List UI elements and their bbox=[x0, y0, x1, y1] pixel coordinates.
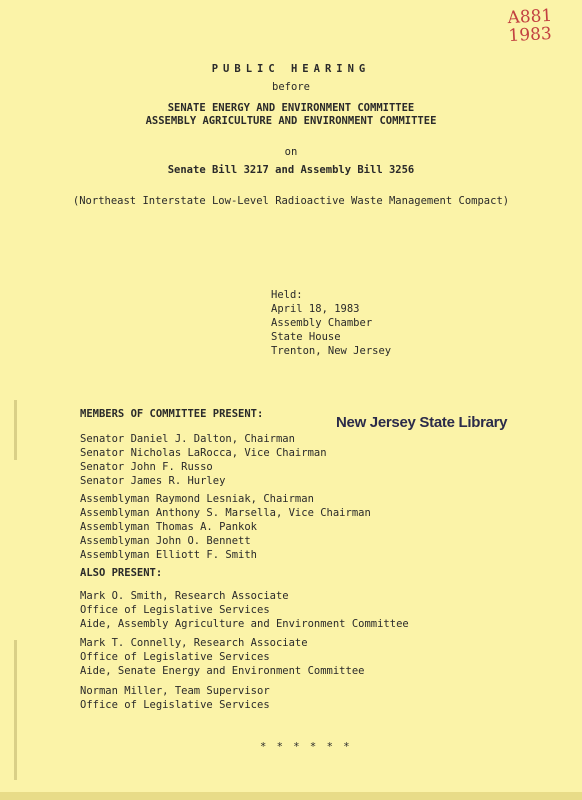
aide-group-3 bbox=[80, 684, 270, 712]
subject-line: (Northeast Interstate Low-Level Radioactive Waste Management Compact) bbox=[72, 195, 510, 207]
bills-line: Senate Bill 3217 and Assembly Bill 3256 bbox=[167, 164, 415, 176]
held-label: Held: bbox=[271, 289, 303, 301]
aide-group-1 bbox=[80, 589, 409, 631]
held-city: Trenton, New Jersey bbox=[271, 345, 392, 357]
committee-assembly: ASSEMBLY AGRICULTURE AND ENVIRONMENT COMMITTEE bbox=[145, 115, 437, 127]
also-present-heading: ALSO PRESENT: bbox=[80, 567, 163, 579]
assemblyman-item: Assemblyman Elliott F. Smith bbox=[80, 549, 258, 561]
aide-line: Mark T. Connelly, Research Associate bbox=[80, 637, 308, 649]
assemblyman-item: Assemblyman Raymond Lesniak, Chairman bbox=[80, 493, 314, 505]
aide-line: Aide, Senate Energy and Environment Committee bbox=[80, 665, 365, 677]
annotation-line-2: 1983 bbox=[507, 23, 553, 47]
held-date: April 18, 1983 bbox=[271, 303, 360, 315]
aide-line: Office of Legislative Services bbox=[80, 604, 270, 616]
senator-item: Senator Daniel J. Dalton, Chairman bbox=[80, 433, 295, 445]
senator-item: Senator Nicholas LaRocca, Vice Chairman bbox=[80, 447, 327, 459]
aide-line: Office of Legislative Services bbox=[80, 651, 270, 663]
on-label: on bbox=[284, 146, 298, 158]
library-stamp: New Jersey State Library bbox=[336, 414, 508, 431]
before-label: before bbox=[272, 81, 310, 93]
assemblyman-item: Assemblyman Thomas A. Pankok bbox=[80, 521, 258, 533]
handwritten-annotation bbox=[507, 7, 554, 45]
assemblyman-item: Assemblyman John O. Bennett bbox=[80, 535, 251, 547]
binding-edge-mark bbox=[14, 400, 17, 460]
held-location: Assembly Chamber bbox=[271, 317, 373, 329]
annotation-line-1: A881 bbox=[507, 5, 553, 29]
binding-edge-mark bbox=[14, 640, 17, 780]
aide-line: Office of Legislative Services bbox=[80, 699, 270, 711]
assemblyman-item: Assemblyman Anthony S. Marsella, Vice Chairman bbox=[80, 507, 371, 519]
senators-list bbox=[80, 432, 327, 488]
page-bottom-edge bbox=[0, 792, 582, 800]
aide-line: Norman Miller, Team Supervisor bbox=[80, 685, 270, 697]
committee-senate: SENATE ENERGY AND ENVIRONMENT COMMITTEE bbox=[167, 102, 415, 114]
members-heading: MEMBERS OF COMMITTEE PRESENT: bbox=[80, 408, 264, 420]
aide-line: Mark O. Smith, Research Associate bbox=[80, 590, 289, 602]
held-building: State House bbox=[271, 331, 341, 343]
held-block bbox=[271, 288, 391, 358]
footer-asterisks: * * * * * * bbox=[260, 741, 352, 753]
senator-item: Senator John F. Russo bbox=[80, 461, 213, 473]
senator-item: Senator James R. Hurley bbox=[80, 475, 226, 487]
aide-group-2 bbox=[80, 636, 364, 678]
aide-line: Aide, Assembly Agriculture and Environment Committee bbox=[80, 618, 409, 630]
hearing-title: PUBLIC HEARING bbox=[211, 63, 371, 75]
assemblymen-list bbox=[80, 492, 371, 562]
